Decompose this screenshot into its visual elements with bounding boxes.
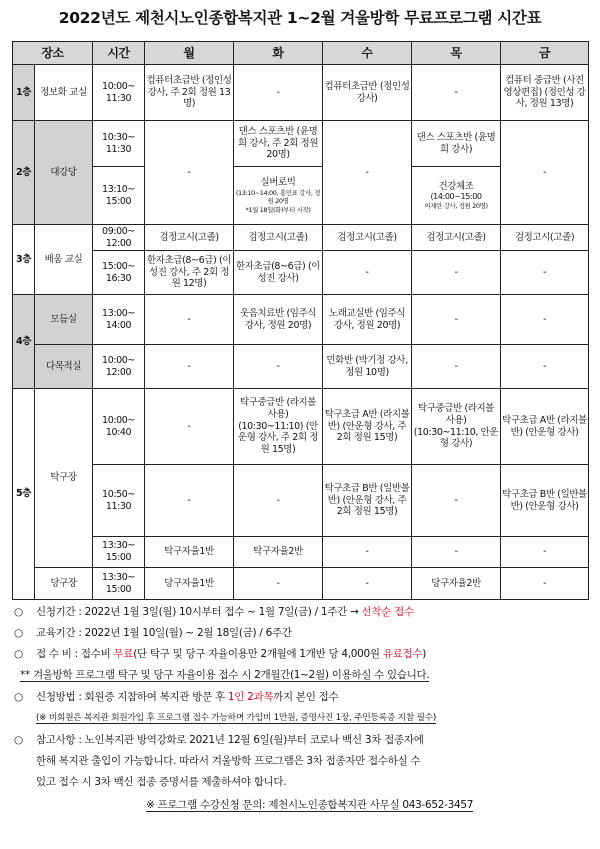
bullet-icon: ○	[14, 627, 23, 639]
program-cell: 컴퓨터 중급반 (사진영상편집) (정인성 강사, 정원 13명)	[501, 65, 589, 121]
header-time: 시간	[93, 42, 145, 65]
empty-cell: -	[501, 295, 589, 345]
table-row	[13, 389, 589, 465]
empty-cell: -	[501, 121, 589, 225]
bullet-icon: ○	[14, 734, 23, 746]
schedule-table	[12, 41, 589, 600]
note-text: 신청기간 : 2022년 1월 3일(월) 10시부터 접수 ~ 1월 7일(금) / 1주간 →	[36, 606, 359, 618]
note-highlight: 1인 2과목	[227, 691, 274, 703]
empty-cell: -	[145, 345, 234, 389]
empty-cell: -	[145, 389, 234, 465]
time-slot: 10:00~ 12:00	[93, 345, 145, 389]
program-cell	[412, 167, 501, 225]
note-reference-line3: 있고 접수 시 3차 백신 접종 증명서를 제출하셔야 합니다.	[36, 776, 287, 788]
program-cell: 검정고시(고졸)	[145, 225, 234, 251]
note-text: 참고사항 : 노인복지관 방역강화로 2021년 12월 6일(월)부터 코로나 백신 3차 접종자에	[36, 734, 424, 746]
program-cell: 탁구초급 A반 (라지볼반) (안운형 강사, 주 2회 정원 15명)	[323, 389, 412, 465]
time-slot: 10:00~ 10:40	[93, 389, 145, 465]
time-slot: 09:00~ 12:00	[93, 225, 145, 251]
program-cell: 탁구초급 B반 (일반볼반) (안운형 강사)	[501, 465, 589, 537]
floor-label: 4층	[13, 295, 35, 389]
program-cell: 댄스 스포츠반 (윤명희 강사, 주 2회 정원 20명)	[234, 121, 323, 167]
program-cell: 웃음치료반 (임주식 강사, 정원 20명)	[234, 295, 323, 345]
program-cell: 한자초급(8~6급) (이성진 강사, 주 2회 정원 12명)	[145, 251, 234, 295]
empty-cell: -	[145, 295, 234, 345]
program-cell: 탁구초급 A반 (라지볼반) (안운형 강사)	[501, 389, 589, 465]
empty-cell: -	[412, 465, 501, 537]
place-label: 대강당	[35, 121, 93, 225]
program-detail: 이재란 강사, 정원 20명)	[424, 202, 488, 211]
program-cell: 민화반 (박기정 강사, 정원 10명)	[323, 345, 412, 389]
header-fri: 금	[501, 42, 589, 65]
program-cell: 컴퓨터초급반 (정인성 강사, 주 2회 정원 13명)	[145, 65, 234, 121]
note-text: (※ 비회원은 복지관 회원가입 후 프로그램 접수 가능하며 가입비 1만원, 증명사진 1장, 주민등록증 지참 필수)	[36, 713, 436, 723]
note-text: ** 겨울방학 프로그램 탁구 및 당구 자율이용 접수 시 2개월간(1~2월) 이용하실 수 있습니다.	[20, 669, 430, 681]
floor-label: 5층	[13, 389, 35, 600]
header-thu: 목	[412, 42, 501, 65]
program-cell: 검정고시(고졸)	[323, 225, 412, 251]
note-method	[14, 689, 338, 704]
floor-label: 3층	[13, 225, 35, 295]
note-highlight: 유료접수	[382, 648, 423, 660]
time-slot: 13:10~ 15:00	[93, 167, 145, 225]
program-cell: 댄스 스포츠반 (윤명희 강사)	[412, 121, 501, 167]
note-text: 신청방법 : 회원증 지참하여 복지관 방문 후	[36, 691, 225, 703]
empty-cell: -	[323, 251, 412, 295]
program-cell: 검정고시(고졸)	[234, 225, 323, 251]
note-text: 까지 본인 접수	[273, 691, 339, 703]
program-cell: 탁구자율1반	[145, 537, 234, 568]
program-cell: 노래교실반 (임주식 강사, 정원 20명)	[323, 295, 412, 345]
program-name: 실버로빅	[260, 177, 296, 189]
empty-cell: -	[234, 345, 323, 389]
program-cell: 당구자율1반	[145, 568, 234, 600]
time-slot: 15:00~ 16:30	[93, 251, 145, 295]
header-mon: 월	[145, 42, 234, 65]
header-place: 장소	[13, 42, 93, 65]
place-label: 모듬실	[35, 295, 93, 345]
empty-cell: -	[501, 345, 589, 389]
empty-cell: -	[412, 295, 501, 345]
note-text: ※ 프로그램 수강신청 문의: 제천시노인종합복지관 사무실 043-652-3457	[146, 799, 474, 811]
program-cell: 검정고시(고졸)	[412, 225, 501, 251]
note-apply-period	[14, 604, 414, 619]
bullet-icon: ○	[14, 648, 23, 660]
empty-cell: -	[145, 121, 234, 225]
note-text: 접 수 비 : 접수비	[36, 648, 111, 660]
place-label: 정보화 교실	[35, 65, 93, 121]
note-text: 교육기간 : 2022년 1월 10일(월) ~ 2월 18일(금) / 6주간	[36, 627, 292, 639]
empty-cell: -	[412, 65, 501, 121]
note-reference-line2: 한해 복지관 출입이 가능합니다. 따라서 겨울방학 프로그램은 3차 접종자만 접수하실 수	[36, 755, 421, 767]
program-detail: *1월 18일(화)부터 시작)	[245, 205, 311, 214]
time-slot: 13:30~ 15:00	[93, 537, 145, 568]
program-detail: (14:00~15:00	[430, 192, 482, 202]
table-row	[13, 568, 589, 600]
note-fee	[14, 646, 426, 661]
empty-cell: -	[501, 537, 589, 568]
note-freeuse	[20, 667, 429, 682]
place-label: 다목적실	[35, 345, 93, 389]
program-cell: 탁구자율2반	[234, 537, 323, 568]
note-nonmember	[36, 710, 436, 723]
floor-label: 2층	[13, 121, 35, 225]
time-slot: 13:30~ 15:00	[93, 568, 145, 600]
program-name: 건강체조	[438, 180, 474, 192]
empty-cell: -	[412, 345, 501, 389]
note-reference	[14, 732, 424, 747]
note-text: )	[422, 648, 426, 660]
note-text: (단 탁구 및 당구 자율이용만 2개월에 1개반 당 4,000원	[133, 648, 380, 660]
program-cell	[234, 167, 323, 225]
empty-cell: -	[323, 537, 412, 568]
page-title: 2022년도 제천시노인종합복지관 1~2월 겨울방학 무료프로그램 시간표	[58, 9, 542, 27]
bullet-icon: ○	[14, 691, 23, 703]
place-label: 당구장	[35, 568, 93, 600]
table-row	[13, 121, 589, 167]
empty-cell: -	[323, 121, 412, 225]
note-contact	[146, 797, 473, 812]
table-row	[13, 65, 589, 121]
empty-cell: -	[234, 65, 323, 121]
table-row	[13, 225, 589, 251]
empty-cell: -	[501, 251, 589, 295]
note-highlight: 무료	[113, 648, 134, 660]
time-slot: 13:00~ 14:00	[93, 295, 145, 345]
table-row	[13, 295, 589, 345]
program-cell: 탁구중급반 (라지볼 사용) (10:30~11:10) (안운형 강사, 주 2회 정원 15명)	[234, 389, 323, 465]
empty-cell: -	[412, 251, 501, 295]
table-row	[13, 345, 589, 389]
program-cell: 검정고시(고졸)	[501, 225, 589, 251]
program-cell: 한자초급(8~6급) (이성진 강사)	[234, 251, 323, 295]
time-slot: 10:00~ 11:30	[93, 65, 145, 121]
note-edu-period	[14, 625, 292, 640]
header-row	[13, 42, 589, 65]
program-detail: (13:10~14:00, 홍민표 강사, 정원 20명	[235, 189, 321, 206]
table-row	[13, 465, 589, 537]
bullet-icon: ○	[14, 606, 23, 618]
empty-cell: -	[412, 537, 501, 568]
header-wed: 수	[323, 42, 412, 65]
table-row	[13, 251, 589, 295]
empty-cell: -	[234, 465, 323, 537]
empty-cell: -	[234, 568, 323, 600]
time-slot: 10:30~ 11:30	[93, 121, 145, 167]
program-cell: 탁구초급 B반 (일반볼반) (안운형 강사, 주 2회 정원 15명)	[323, 465, 412, 537]
header-tue: 화	[234, 42, 323, 65]
program-cell: 탁구중급반 (라지볼 사용) (10:30~11:10, 안운형 강사)	[412, 389, 501, 465]
empty-cell: -	[145, 465, 234, 537]
table-row	[13, 537, 589, 568]
note-highlight: 선착순 접수	[361, 606, 414, 618]
time-slot: 10:50~ 11:30	[93, 465, 145, 537]
program-cell: 당구자율2반	[412, 568, 501, 600]
place-label: 배움 교실	[35, 225, 93, 295]
empty-cell: -	[501, 568, 589, 600]
floor-label: 1층	[13, 65, 35, 121]
empty-cell: -	[323, 568, 412, 600]
place-label: 탁구장	[35, 389, 93, 568]
program-cell: 컴퓨터초급반 (정인성 강사)	[323, 65, 412, 121]
